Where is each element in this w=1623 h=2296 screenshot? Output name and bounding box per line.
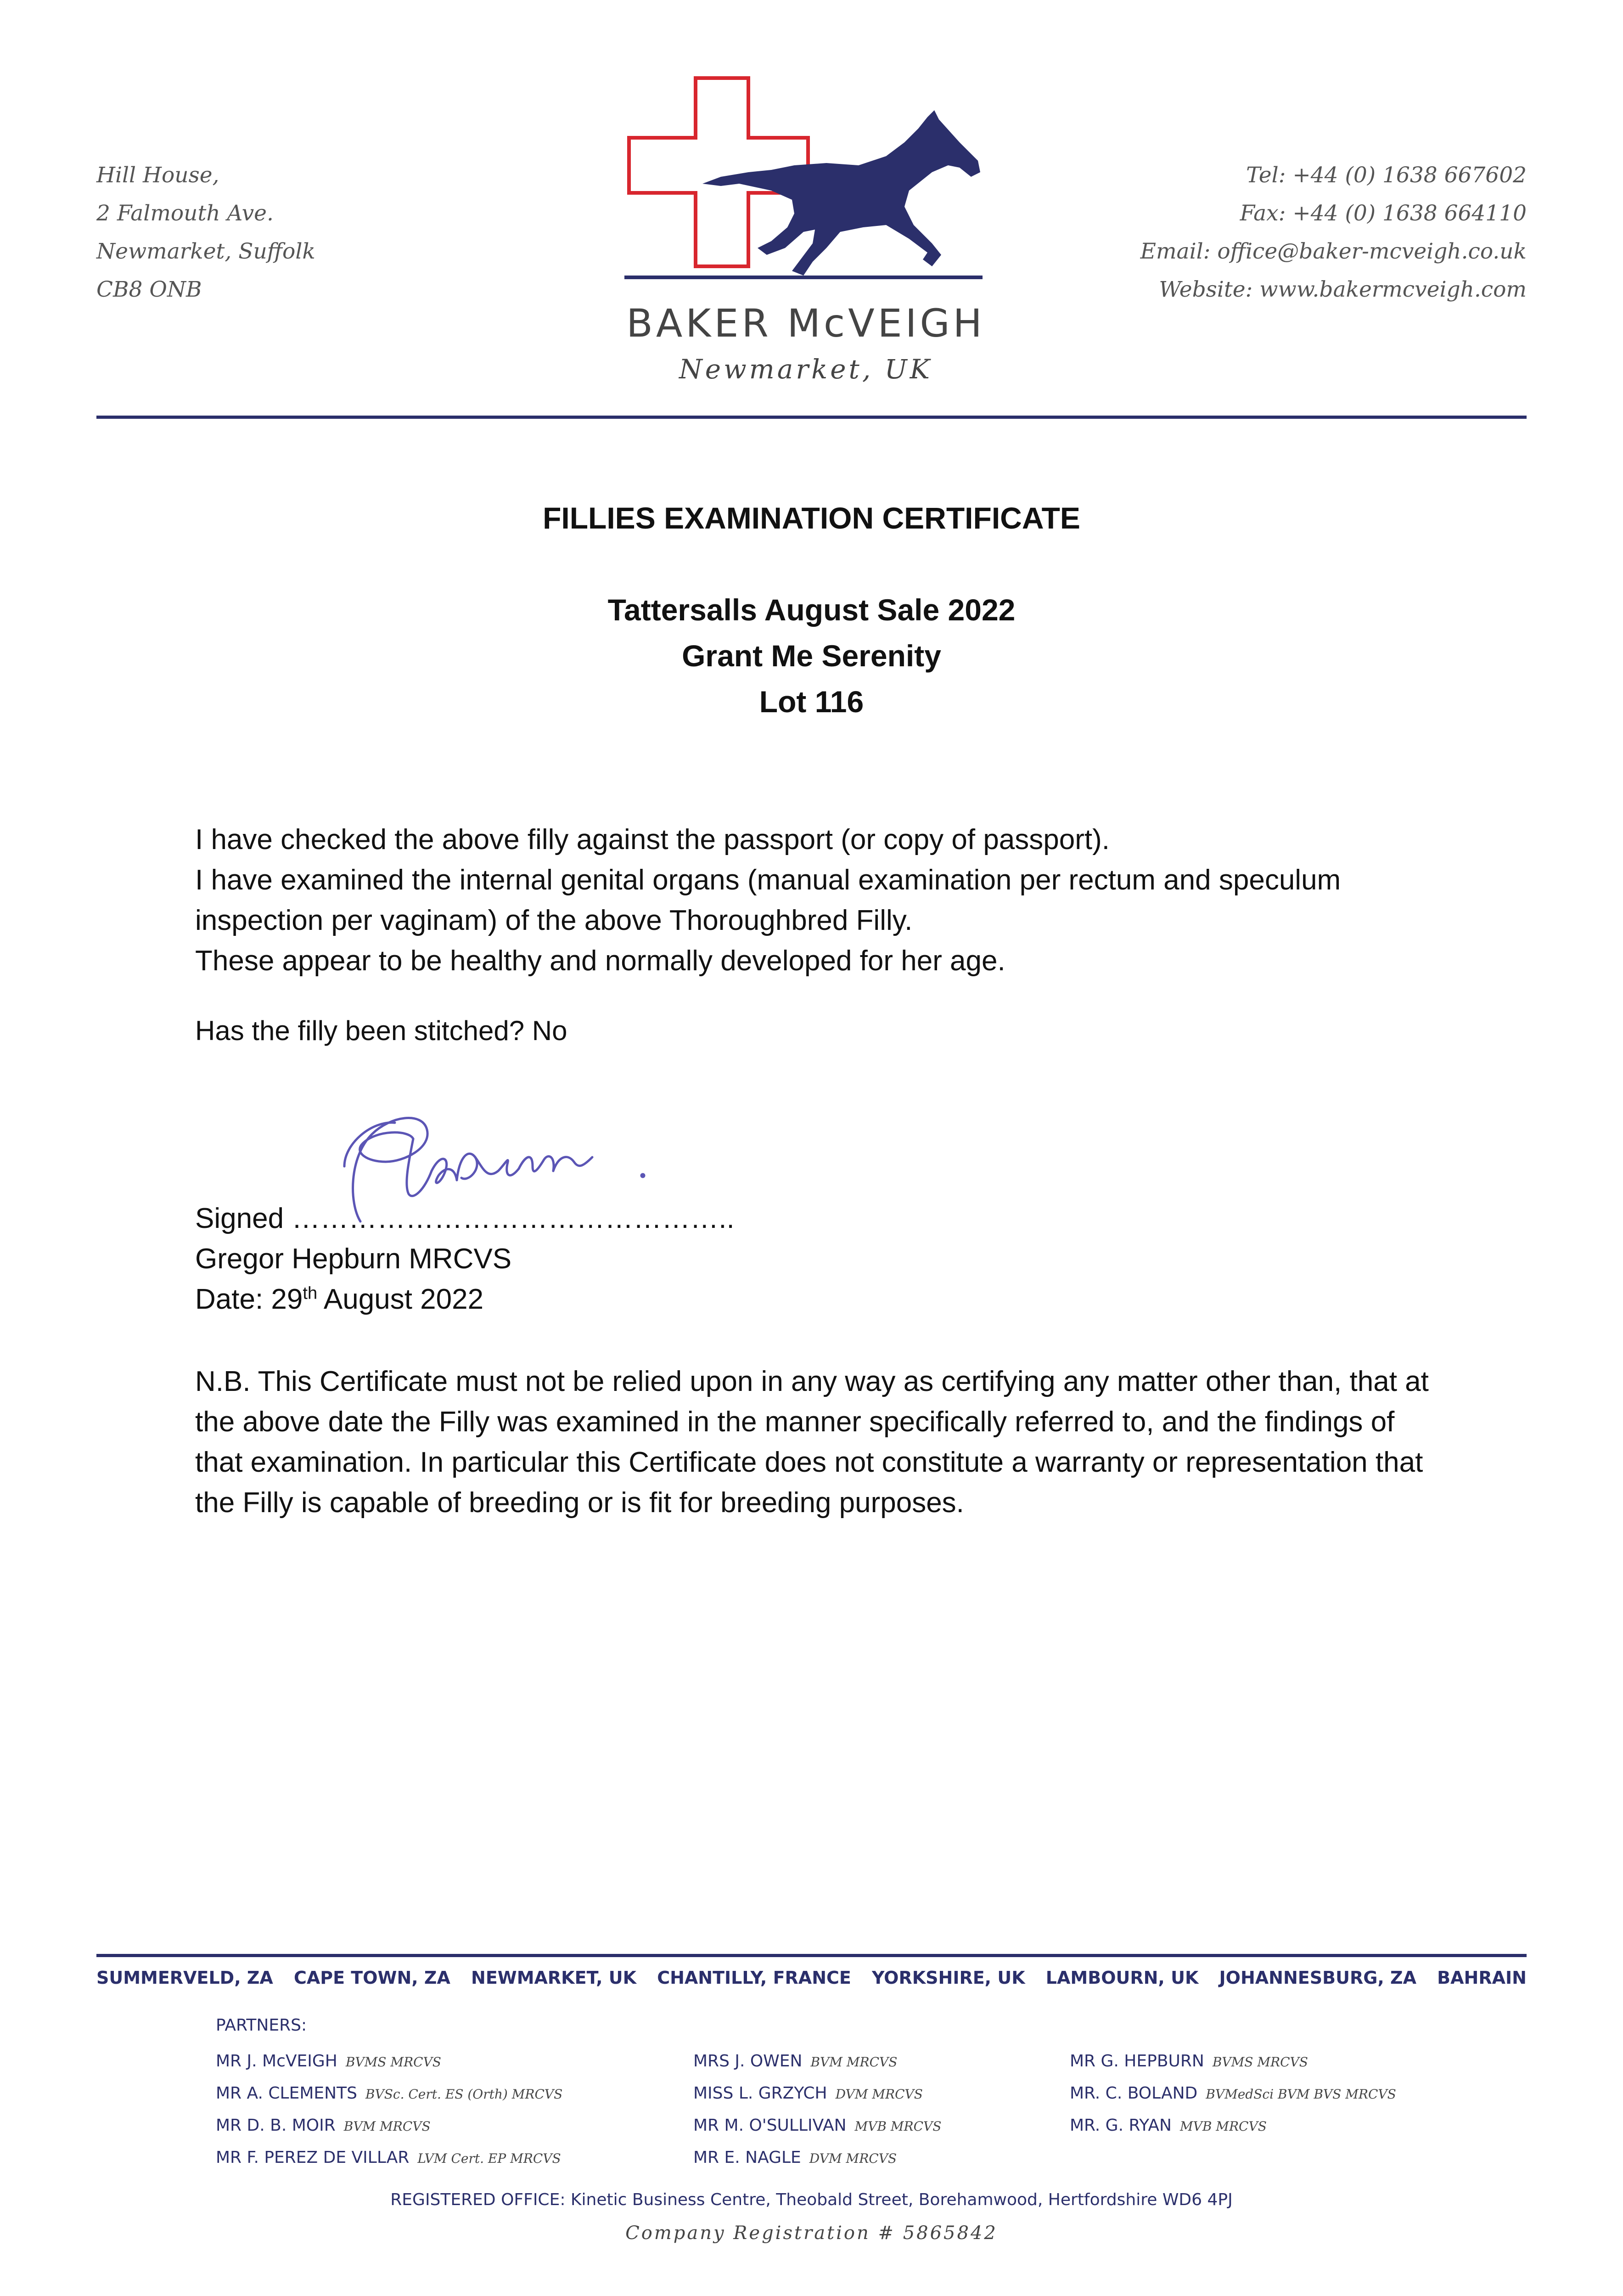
date-suffix: August 2022 xyxy=(317,1283,484,1315)
contact-fax: Fax: +44 (0) 1638 664110 xyxy=(1240,201,1527,226)
partner-qualification: BVM MRCVS xyxy=(343,2119,431,2134)
horse-name: Grant Me Serenity xyxy=(682,639,941,673)
signature-block xyxy=(195,1199,735,1320)
signatory-name: Gregor Hepburn MRCVS xyxy=(195,1243,512,1275)
signature-date xyxy=(195,1279,735,1320)
partner-entry xyxy=(216,2078,562,2110)
partner-name: MR. G. RYAN xyxy=(1070,2116,1172,2135)
partners-column-3 xyxy=(1070,2046,1396,2142)
partner-entry xyxy=(693,2110,941,2142)
signed-line: Signed ……………………………………….. xyxy=(195,1203,735,1234)
partner-name: MISS L. GRZYCH xyxy=(693,2084,827,2103)
examination-statement xyxy=(195,820,1435,981)
partner-qualification: BVMS MRCVS xyxy=(345,2054,441,2070)
address-line: 2 Falmouth Ave. xyxy=(96,201,274,226)
partners-label: PARTNERS: xyxy=(216,2016,307,2035)
contact-email: Email: office@baker-mcveigh.co.uk xyxy=(1140,239,1527,264)
partner-entry xyxy=(216,2046,562,2078)
partners-column-2 xyxy=(693,2046,941,2174)
cross-and-horse-logo-icon xyxy=(611,73,996,395)
disclaimer-text: N.B. This Certificate must not be relied upon in any way as certifying any matter other than, that at the above date the Filly was examined in the manner specifically referred to, and the findings of that examination. In particular this Certificate does not constitute a warranty or representation that the Filly is capable of breeding or is fit for breeding purposes. xyxy=(195,1366,1429,1519)
sale-name: Tattersalls August Sale 2022 xyxy=(607,593,1016,627)
office-location: CAPE TOWN, ZA xyxy=(293,1968,450,1988)
partners-column-1 xyxy=(216,2046,562,2174)
partner-entry xyxy=(1070,2110,1396,2142)
statement-line: I have examined the internal genital organs (manual examination per rectum and speculum inspection per vaginam) of the above Thoroughbred Filly. xyxy=(195,864,1341,936)
address-block xyxy=(96,156,315,309)
partner-name: MR F. PEREZ DE VILLAR xyxy=(216,2148,410,2167)
partner-qualification: DVM MRCVS xyxy=(835,2087,923,2102)
address-line: Hill House, xyxy=(96,163,219,188)
partner-name: MR A. CLEMENTS xyxy=(216,2084,357,2103)
partner-name: MR J. McVEIGH xyxy=(216,2052,337,2071)
partner-qualification: BVM MRCVS xyxy=(810,2054,898,2070)
footer-divider xyxy=(96,1954,1527,1957)
office-location: LAMBOURN, UK xyxy=(1045,1968,1199,1988)
partner-entry xyxy=(693,2046,941,2078)
lot-number: Lot 116 xyxy=(759,685,864,719)
disclaimer xyxy=(195,1362,1435,1523)
partner-qualification: BVSc. Cert. ES (Orth) MRCVS xyxy=(365,2087,563,2102)
partner-qualification: BVMedSci BVM BVS MRCVS xyxy=(1206,2087,1396,2102)
certificate-title: FILLIES EXAMINATION CERTIFICATE xyxy=(543,501,1080,535)
partner-qualification: MVB MRCVS xyxy=(854,2119,942,2134)
office-location: BAHRAIN xyxy=(1437,1968,1527,1988)
partner-qualification: MVB MRCVS xyxy=(1179,2119,1267,2134)
date-ordinal: th xyxy=(303,1283,318,1303)
company-registration: Company Registration # 5865842 xyxy=(625,2223,998,2244)
statement-line: I have checked the above filly against the passport (or copy of passport). xyxy=(195,824,1110,855)
partner-qualification: BVMS MRCVS xyxy=(1212,2054,1308,2070)
contact-block xyxy=(1140,156,1527,309)
partner-entry xyxy=(1070,2046,1396,2078)
partner-qualification: LVM Cert. EP MRCVS xyxy=(417,2151,561,2166)
date-prefix: Date: 29 xyxy=(195,1283,303,1315)
brand-name: BAKER McVEIGH xyxy=(626,301,985,346)
partner-name: MR D. B. MOIR xyxy=(216,2116,336,2135)
address-line: CB8 ONB xyxy=(96,277,202,302)
partner-entry xyxy=(216,2142,562,2174)
stitched-answer: Has the filly been stitched? No xyxy=(195,1015,567,1046)
office-location: SUMMERVELD, ZA xyxy=(96,1968,273,1988)
header-divider xyxy=(96,416,1527,419)
contact-website: Website: www.bakermcveigh.com xyxy=(1159,277,1527,302)
office-location: JOHANNESBURG, ZA xyxy=(1219,1968,1417,1988)
registered-office: REGISTERED OFFICE: Kinetic Business Centre, Theobald Street, Borehamwood, Hertfordshire WD6 4PJ xyxy=(390,2190,1233,2209)
address-line: Newmarket, Suffolk xyxy=(96,239,315,264)
partner-name: MR M. O'SULLIVAN xyxy=(693,2116,847,2135)
partner-name: MR E. NAGLE xyxy=(693,2148,801,2167)
office-location: YORKSHIRE, UK xyxy=(871,1968,1025,1988)
partner-entry xyxy=(216,2110,562,2142)
brand-location: Newmarket, UK xyxy=(679,354,932,385)
partner-entry xyxy=(693,2078,941,2110)
contact-tel: Tel: +44 (0) 1638 667602 xyxy=(1246,163,1527,188)
partner-name: MRS J. OWEN xyxy=(693,2052,803,2071)
office-location: NEWMARKET, UK xyxy=(471,1968,637,1988)
partner-name: MR. C. BOLAND xyxy=(1070,2084,1198,2103)
partner-entry xyxy=(1070,2078,1396,2110)
partner-qualification: DVM MRCVS xyxy=(809,2151,897,2166)
partner-entry xyxy=(693,2142,941,2174)
statement-line: These appear to be healthy and normally developed for her age. xyxy=(195,945,1005,977)
partner-name: MR G. HEPBURN xyxy=(1070,2052,1204,2071)
office-location: CHANTILLY, FRANCE xyxy=(657,1968,851,1988)
office-locations xyxy=(96,1968,1527,1988)
